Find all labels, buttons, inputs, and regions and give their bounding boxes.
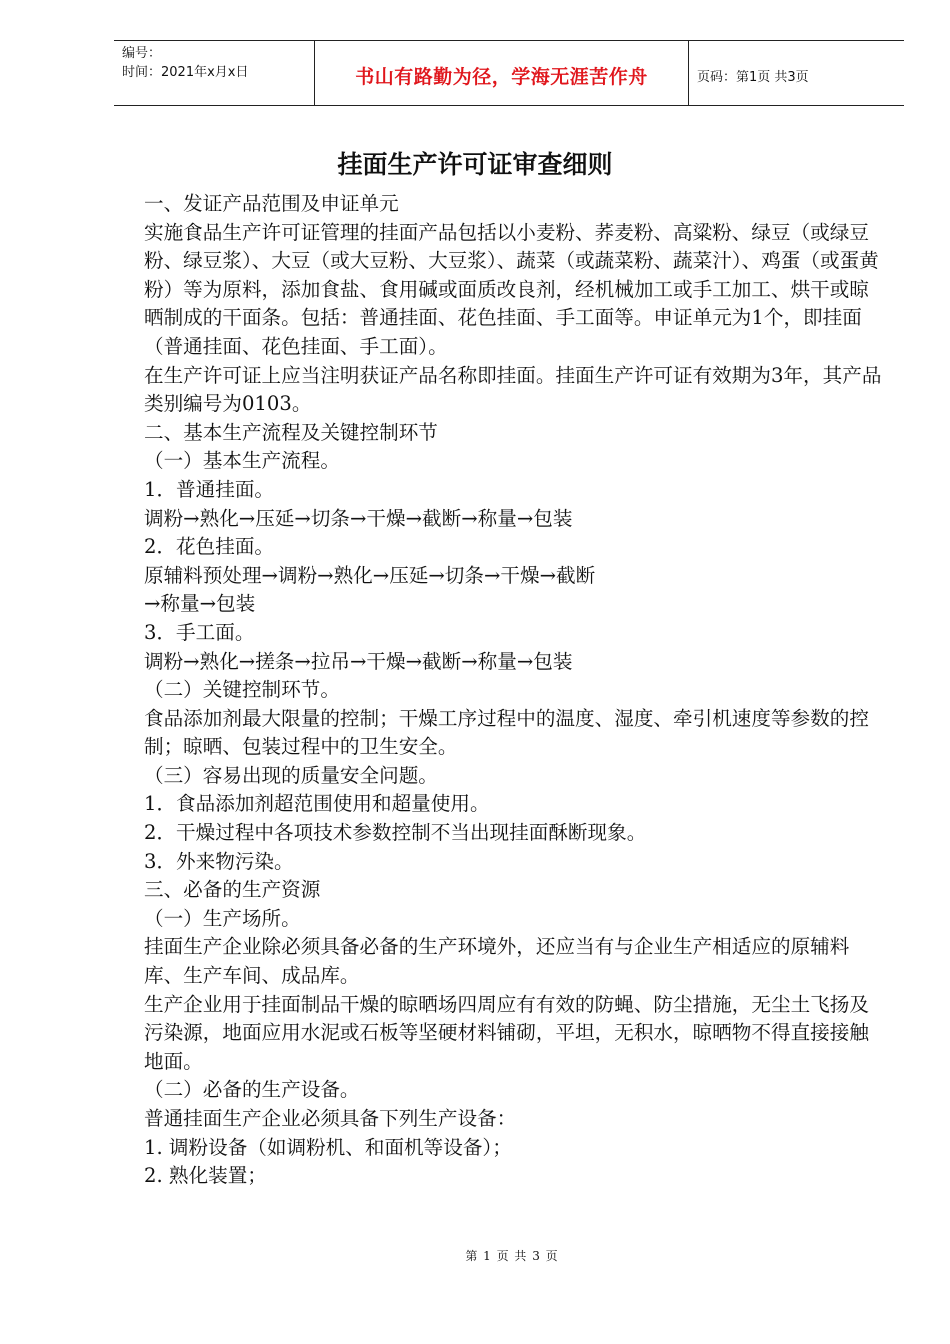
header-motto: 书山有路勤为径，学海无涯苦作舟 xyxy=(315,41,689,105)
document-body xyxy=(144,190,884,1191)
paragraph: 调粉→熟化→搓条→拉吊→干燥→截断→称量→包装 xyxy=(144,649,573,673)
paragraph: 一、发证产品范围及申证单元 xyxy=(144,192,399,215)
paragraph: 2．花色挂面。 xyxy=(144,535,275,559)
paragraph: 3．手工面。 xyxy=(144,620,255,644)
paragraph: （三）容易出现的质量安全问题。 xyxy=(144,763,438,787)
paragraph: 调粉→熟化→压延→切条→干燥→截断→称量→包装 xyxy=(144,506,573,530)
paragraph: 普通挂面生产企业必须具备下列生产设备： xyxy=(144,1107,517,1130)
paragraph: 1．食品添加剂超范围使用和超量使用。 xyxy=(144,792,490,816)
paragraph: 3．外来物污染。 xyxy=(144,849,294,873)
paragraph: 食品添加剂最大限量的控制；干燥工序过程中的温度、湿度、牵引机速度等参数的控制；晾晒、包装过程中的卫生安全。 xyxy=(144,706,869,759)
paragraph: 1．普通挂面。 xyxy=(144,477,275,501)
paragraph: 在生产许可证上应当注明获证产品名称即挂面。挂面生产许可证有效期为3年，其产品类别编号为0103。 xyxy=(144,363,882,416)
time-label: 时间：2021年x月x日 xyxy=(122,65,249,80)
paragraph: 原辅料预处理→调粉→熟化→压延→切条→干燥→截断 →称量→包装 xyxy=(144,563,596,616)
paragraph: （一）基本生产流程。 xyxy=(144,449,340,473)
document-title: 挂面生产许可证审查细则 xyxy=(337,150,613,179)
code-label: 编号： xyxy=(122,46,162,61)
paragraph: 生产企业用于挂面制品干燥的晾晒场四周应有有效的防蝇、防尘措施，无尘土飞扬及污染源，地面应用水泥或石板等坚硬材料铺砌，平坦，无积水，晾晒物不得直接接触地面。 xyxy=(144,992,869,1073)
paragraph: 实施食品生产许可证管理的挂面产品包括以小麦粉、荞麦粉、高粱粉、绿豆（或绿豆粉、绿豆浆）、大豆（或大豆粉、大豆浆）、蔬菜（或蔬菜粉、蔬菜汁）、鸡蛋（或蛋黄粉）等为原料，添加食盐、食用碱或面质改良剂，经机械加工或手工加工、烘干或晾晒制成的干面条。包括：普通挂面、花色挂面、手工面等。申证单元为1个，即挂面（普通挂面、花色挂面、手工面）。 xyxy=(144,220,879,358)
paragraph: 2. 熟化装置； xyxy=(144,1164,267,1188)
page-footer: 第 1 页 共 3 页 xyxy=(465,1249,559,1263)
paragraph: 1. 调粉设备（如调粉机、和面机等设备）； xyxy=(144,1135,512,1159)
paragraph: 二、基本生产流程及关键控制环节 xyxy=(144,420,438,444)
paragraph: 三、必备的生产资源 xyxy=(144,878,321,902)
paragraph: （二）必备的生产设备。 xyxy=(144,1078,360,1102)
header-page-info: 页码：第1页 共3页 xyxy=(697,69,809,85)
paragraph: 2．干燥过程中各项技术参数控制不当出现挂面酥断现象。 xyxy=(144,821,647,845)
page-header xyxy=(114,40,904,106)
header-meta xyxy=(114,41,315,105)
paragraph: （二）关键控制环节。 xyxy=(144,678,340,702)
paragraph: （一）生产场所。 xyxy=(144,906,301,930)
paragraph: 挂面生产企业除必须具备必备的生产环境外，还应当有与企业生产相适应的原辅料库、生产车间、成品库。 xyxy=(144,935,850,988)
